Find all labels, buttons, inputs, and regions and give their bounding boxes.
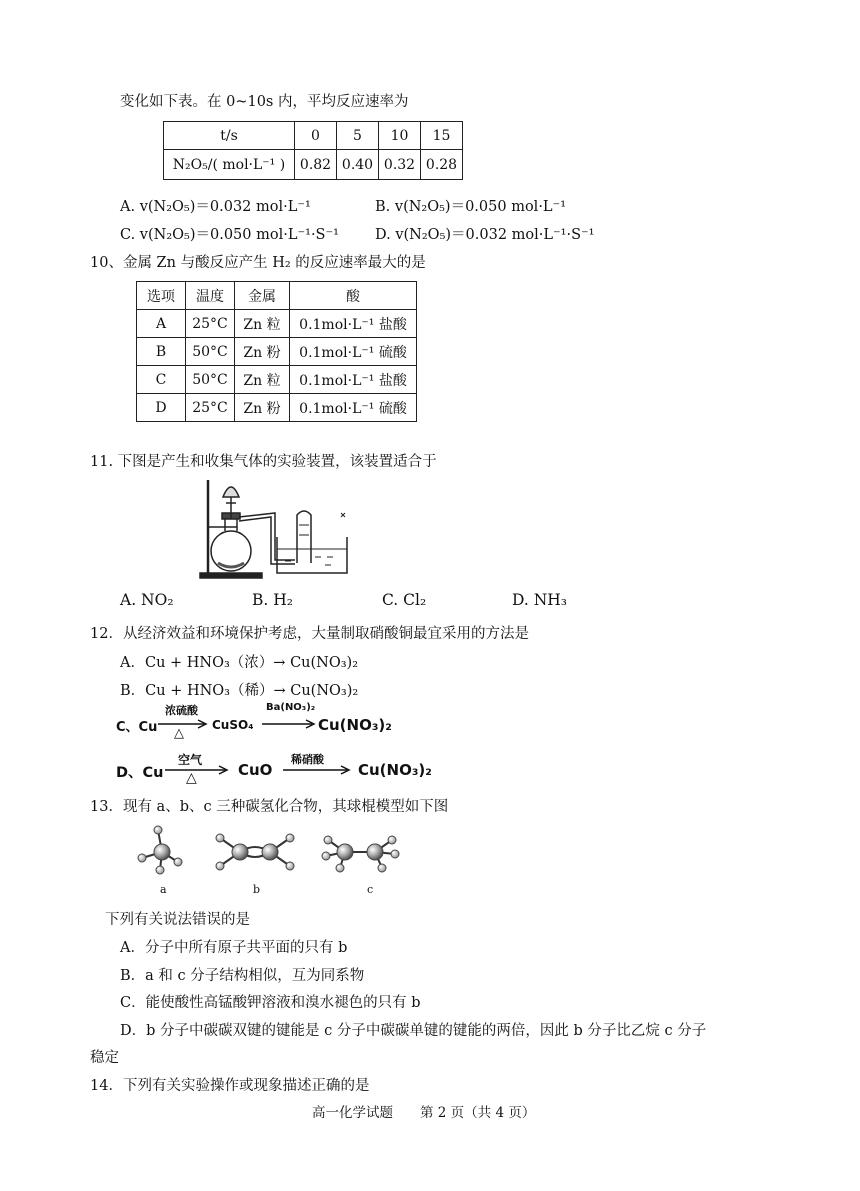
q9-th: 15 [421, 122, 463, 150]
q12-d-arrow2-top: 稀硝酸 [291, 753, 324, 766]
q12-option-a: A．Cu + HNO₃（浓）→ Cu(NO₃)₂ [120, 655, 359, 671]
q9-table [163, 121, 463, 180]
model-label-a: a [160, 883, 167, 896]
q14-stem: 14．下列有关实验操作或现象描述正确的是 [90, 1078, 370, 1094]
q9-cell: 0.82 [295, 150, 337, 180]
q12-d-arrow1-top: 空气 [178, 753, 203, 767]
q10-th: 金属 [235, 282, 290, 310]
model-label-c: c [367, 883, 374, 896]
q10-stem: 10、金属 Zn 与酸反应产生 H₂ 的反应速率最大的是 [90, 255, 426, 271]
q12-c-start: C、Cu [116, 720, 158, 735]
q13-option-b: B．a 和 c 分子结构相似，互为同系物 [120, 968, 365, 984]
q11-option-b: B. H₂ [252, 591, 293, 609]
q9-option-a: A. v(N₂O₅)＝0.032 mol·L⁻¹ [120, 199, 311, 215]
q13-sub-stem: 下列有关说法错误的是 [105, 912, 250, 928]
q9-cell: 0.32 [379, 150, 421, 180]
q10-cell: 0.1mol·L⁻¹ 硫酸 [290, 338, 417, 366]
q10-cell: Zn 粒 [235, 366, 290, 394]
q12-d-arrow1-bottom: △ [186, 770, 197, 786]
q10-th: 选项 [137, 282, 186, 310]
q11-option-c: C. Cl₂ [382, 591, 427, 609]
q12-c-arrow1-bottom: △ [174, 726, 184, 741]
q12-d-mid: CuO [238, 761, 273, 779]
q9-th: 5 [337, 122, 379, 150]
q10-cell: 50°C [186, 338, 235, 366]
q9-th-t: t/s [164, 122, 295, 150]
q10-cell: Zn 粒 [235, 310, 290, 338]
q9-option-c: C. v(N₂O₅)＝0.050 mol·L⁻¹·S⁻¹ [120, 227, 339, 243]
q10-cell: 0.1mol·L⁻¹ 盐酸 [290, 366, 417, 394]
q12-option-b: B．Cu + HNO₃（稀）→ Cu(NO₃)₂ [120, 683, 359, 699]
q9-th: 10 [379, 122, 421, 150]
q11-option-d: D. NH₃ [512, 591, 568, 609]
q13-option-a: A．分子中所有原子共平面的只有 b [120, 940, 348, 956]
page-footer: 高一化学试题 第 2 页（共 4 页） [312, 1105, 536, 1121]
q10-cell: 0.1mol·L⁻¹ 硫酸 [290, 394, 417, 422]
q10-cell: C [137, 366, 186, 394]
q10-th: 温度 [186, 282, 235, 310]
q10-cell: Zn 粉 [235, 338, 290, 366]
q12-c-mid: CuSO₄ [212, 718, 254, 732]
q13-option-d-line2: 稳定 [90, 1050, 119, 1066]
ball-and-stick-models [130, 822, 430, 902]
q9-row-label: N₂O₅/( mol·L⁻¹ ) [164, 150, 295, 180]
q10-cell: Zn 粉 [235, 394, 290, 422]
q9-intro: 变化如下表。在 0~10s 内，平均反应速率为 [120, 94, 409, 110]
q9-cell: 0.28 [421, 150, 463, 180]
q10-cell: 25°C [186, 310, 235, 338]
q12-c-arrow1-top: 浓硫酸 [165, 704, 198, 717]
q12-d-start: D、Cu [116, 765, 164, 781]
q9-cell: 0.40 [337, 150, 379, 180]
q10-cell: 25°C [186, 394, 235, 422]
q12-d-end: Cu(NO₃)₂ [358, 761, 432, 779]
q11-stem: 11. 下图是产生和收集气体的实验装置，该装置适合于 [90, 454, 437, 470]
q9-option-d: D. v(N₂O₅)＝0.032 mol·L⁻¹·S⁻¹ [375, 227, 595, 243]
q10-cell: 50°C [186, 366, 235, 394]
q12-stem: 12．从经济效益和环境保护考虑，大量制取硝酸铜最宜采用的方法是 [90, 626, 529, 642]
q13-stem: 13．现有 a、b、c 三种碳氢化合物，其球棍模型如下图 [90, 799, 449, 815]
q12-d-arrow2 [283, 766, 351, 776]
q10-cell: 0.1mol·L⁻¹ 盐酸 [290, 310, 417, 338]
q10-table [136, 281, 417, 422]
q12-d-arrow1 [165, 766, 229, 776]
q10-cell: A [137, 310, 186, 338]
q12-c-arrow2 [262, 720, 316, 730]
q12-c-end: Cu(NO₃)₂ [318, 716, 392, 734]
model-label-b: b [253, 883, 261, 896]
q12-c-arrow2-top: Ba(NO₃)₂ [266, 702, 316, 713]
q9-th: 0 [295, 122, 337, 150]
q13-option-c: C．能使酸性高锰酸钾溶液和溴水褪色的只有 b [120, 995, 421, 1011]
q9-option-b: B. v(N₂O₅)＝0.050 mol·L⁻¹ [375, 199, 567, 215]
q13-option-d-line1: D．b 分子中碳碳双键的键能是 c 分子中碳碳单键的键能的两倍，因此 b 分子比乙烷 c 分子 [120, 1023, 707, 1039]
q10-cell: B [137, 338, 186, 366]
q10-cell: D [137, 394, 186, 422]
q11-option-a: A. NO₂ [120, 591, 174, 609]
gas-apparatus-figure [195, 475, 365, 585]
q10-th: 酸 [290, 282, 417, 310]
